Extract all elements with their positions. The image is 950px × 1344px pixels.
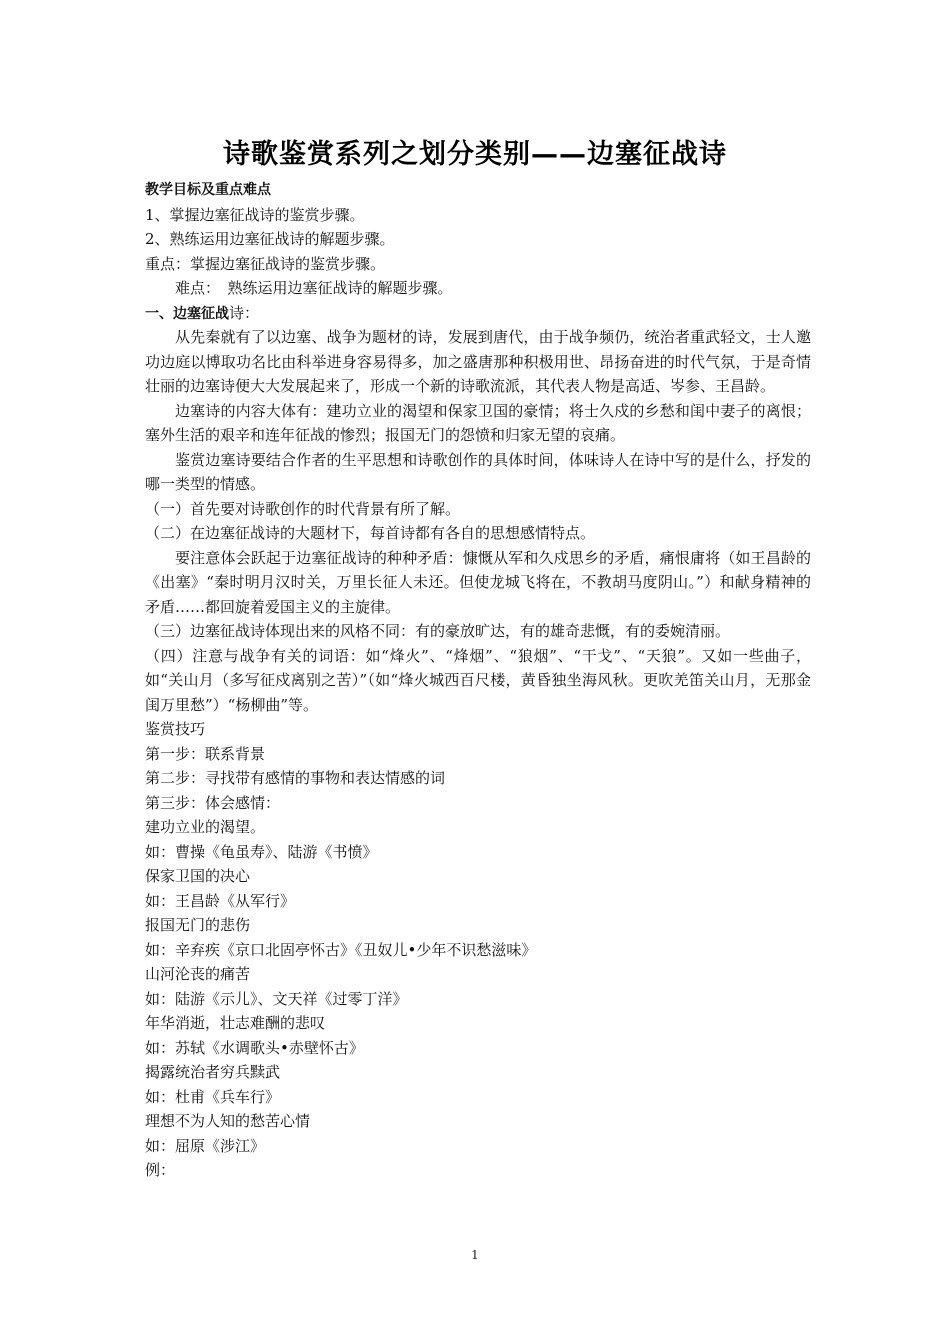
emotion-label: 报国无门的悲伤 — [145, 916, 251, 934]
item-3: （三）边塞征战诗体现出来的风格不同：有的豪放旷达，有的雄奇悲慨，有的委婉清丽。 — [145, 622, 731, 640]
skills-heading: 鉴赏技巧 — [145, 720, 206, 738]
document-body — [145, 178, 811, 1183]
emotion-example: 如：屈原《涉江》 — [145, 1136, 266, 1155]
section-1-heading-rest: 诗： — [229, 303, 260, 322]
step-2: 第二步：寻找带有感情的事物和表达情感的词 — [145, 769, 446, 787]
example-label: 例： — [145, 1161, 176, 1179]
emotion-label: 揭露统治者穷兵黩武 — [145, 1063, 281, 1081]
emotion-label: 山河沦丧的痛苦 — [145, 965, 251, 983]
objectives-heading: 教学目标及重点难点 — [145, 182, 271, 198]
emotion-example: 如：辛弃疾《京口北固亭怀古》《丑奴儿•少年不识愁滋味》 — [145, 940, 537, 959]
emotion-example: 如：苏轼《水调歌头•赤壁怀古》 — [145, 1038, 364, 1057]
page-number: 1 — [471, 1248, 479, 1262]
section-1-heading-bold: 一、边塞征战 — [145, 305, 229, 322]
emotion-label: 保家卫国的决心 — [145, 867, 251, 885]
emotion-label: 建功立业的渴望。 — [145, 818, 266, 836]
key-point: 重点：掌握边塞征战诗的鉴赏步骤。 — [145, 254, 386, 273]
emotion-example: 如：曹操《龟虽寿》、陆游《书愤》 — [145, 842, 378, 861]
emotion-example: 如：陆游《示儿》、文天祥《过零丁洋》 — [145, 989, 408, 1008]
item-1: （一）首先要对诗歌创作的时代背景有所了解。 — [145, 499, 461, 518]
emotion-example: 如：王昌龄《从军行》 — [145, 891, 296, 910]
difficulty: 难点： 熟练运用边塞征战诗的解题步骤。 — [175, 279, 453, 297]
emotion-label: 理想不为人知的愁苦心情 — [145, 1112, 311, 1130]
paragraph-2: 边塞诗的内容大体有：建功立业的渴望和保家卫国的豪情；将士久戍的乡愁和闺中妻子的离恨；塞外生活的艰辛和连年征战的惨烈；报国无门的怨愤和归家无望的哀痛。 — [145, 401, 811, 444]
item-4: （四）注意与战争有关的词语：如“烽火”、“烽烟”、“狼烟”、“干戈”、“天狼”。又如一些曲子，如“关山月（多写征戍离别之苦）”（如“烽火城西百尺楼，黄昏独坐海风秋。更吹羌笛关山月，无那金闺万里愁”）“杨柳曲”等。 — [145, 646, 811, 714]
page-title: 诗歌鉴赏系列之划分类别——边塞征战诗 — [223, 139, 727, 170]
step-3: 第三步：体会感情： — [145, 793, 281, 812]
emotion-example: 如：杜甫《兵车行》 — [145, 1087, 281, 1106]
paragraph-1: 从先秦就有了以边塞、战争为题材的诗，发展到唐代，由于战争频仍，统治者重武轻文，士人邀功边庭以博取功名比由科举进身容易得多，加之盛唐那种积极用世、昂扬奋进的时代气氛，于是奇情壮丽的边塞诗便大大发展起来了，形成一个新的诗歌流派，其代表人物是高适、岑参、王昌龄。 — [145, 328, 811, 395]
item-2: （二）在边塞征战诗的大题材下，每首诗都有各自的思想感情特点。 — [145, 524, 596, 542]
step-1: 第一步：联系背景 — [145, 744, 266, 763]
objective-1: 1、掌握边塞征战诗的鉴赏步骤。 — [145, 205, 365, 224]
paragraph-3: 鉴赏边塞诗要结合作者的生平思想和诗歌创作的具体时间，体味诗人在诗中写的是什么，抒发的哪一类型的情感。 — [145, 450, 811, 493]
paragraph-4: 要注意体会跃起于边塞征战诗的种种矛盾：慷慨从军和久戍思乡的矛盾，痛恨庸将（如王昌龄的《出塞》“秦时明月汉时关，万里长征人未还。但使龙城飞将在，不教胡马度阴山。”）和献身精神的矛盾……都回旋着爱国主义的主旋律。 — [145, 548, 811, 616]
objective-2: 2、熟练运用边塞征战诗的解题步骤。 — [145, 230, 395, 248]
emotion-label: 年华消逝，壮志难酬的悲叹 — [145, 1014, 326, 1032]
section-1-heading — [145, 301, 811, 326]
